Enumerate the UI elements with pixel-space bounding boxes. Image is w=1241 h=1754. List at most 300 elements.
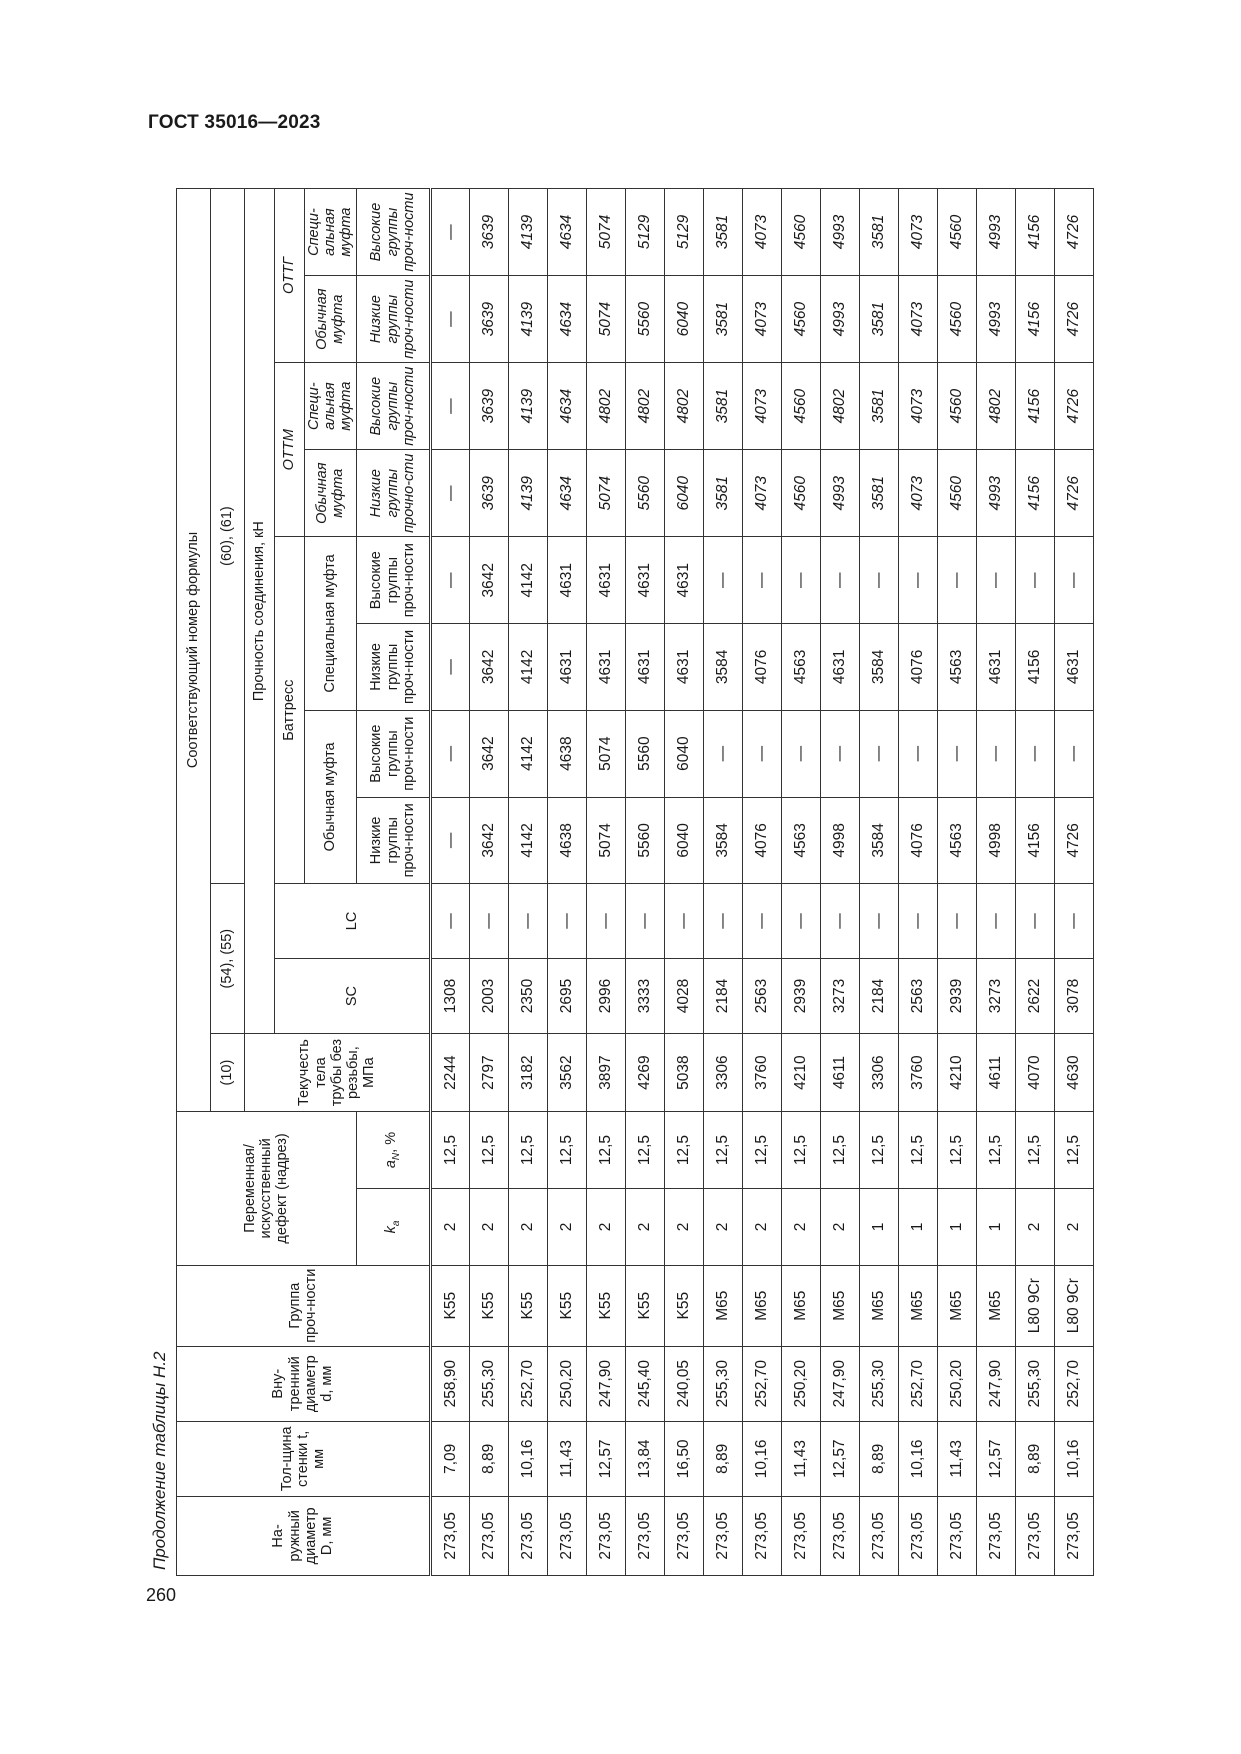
cell-ml: 5074 xyxy=(586,450,625,537)
cell-sc: 2695 xyxy=(547,958,586,1033)
cell-sc: 3273 xyxy=(976,958,1015,1033)
table-row xyxy=(703,189,742,1576)
cell-d: 255,30 xyxy=(1015,1346,1054,1421)
cell-bh: — xyxy=(859,710,898,797)
cell-bh: — xyxy=(820,710,859,797)
cell-D: 273,05 xyxy=(703,1496,742,1575)
table-row xyxy=(664,189,703,1576)
col-defect: Переменная/ искусственный дефект (надрез) xyxy=(177,1111,357,1265)
cell-an: 12,5 xyxy=(820,1111,859,1188)
cell-y: 3760 xyxy=(742,1034,781,1112)
cell-bl: 4638 xyxy=(547,797,586,884)
cell-lc: — xyxy=(469,884,508,959)
cell-y: 3306 xyxy=(703,1034,742,1112)
col-joint-strength: Прочность соединения, кН xyxy=(245,189,275,1034)
cell-gl: 4139 xyxy=(508,276,547,363)
cell-lc: — xyxy=(859,884,898,959)
cell-sl: 4076 xyxy=(898,624,937,711)
cell-y: 4070 xyxy=(1015,1034,1054,1112)
col-ottm-special: Специ-альная муфта xyxy=(305,363,357,450)
cell-ka: 2 xyxy=(781,1189,820,1266)
cell-ka: 2 xyxy=(1015,1189,1054,1266)
cell-sh: — xyxy=(859,537,898,624)
col-formula-54-55: (54), (55) xyxy=(211,884,245,1034)
cell-bl: — xyxy=(430,797,469,884)
col-ottm-high: Высокие группы проч-ности xyxy=(356,363,430,450)
cell-bl: 4076 xyxy=(742,797,781,884)
cell-lc: — xyxy=(703,884,742,959)
cell-lc: — xyxy=(976,884,1015,959)
cell-an: 12,5 xyxy=(1054,1111,1093,1188)
cell-an: 12,5 xyxy=(859,1111,898,1188)
cell-sh: 4142 xyxy=(508,537,547,624)
cell-sl: 4631 xyxy=(547,624,586,711)
cell-t: 11,43 xyxy=(937,1421,976,1496)
cell-bh: 5560 xyxy=(625,710,664,797)
table-row xyxy=(742,189,781,1576)
cell-t: 11,43 xyxy=(547,1421,586,1496)
cell-ka: 2 xyxy=(469,1189,508,1266)
cell-y: 5038 xyxy=(664,1034,703,1112)
cell-lc: — xyxy=(430,884,469,959)
document-header: ГОСТ 35016—2023 xyxy=(148,112,321,133)
cell-bl: 6040 xyxy=(664,797,703,884)
cell-gh: 4993 xyxy=(976,189,1015,276)
cell-gl: 4073 xyxy=(898,276,937,363)
table-row xyxy=(976,189,1015,1576)
col-buttress: Баттресс xyxy=(275,537,305,884)
cell-sc: 1308 xyxy=(430,958,469,1033)
cell-D: 273,05 xyxy=(1015,1496,1054,1575)
cell-sh: — xyxy=(781,537,820,624)
cell-grade: M65 xyxy=(976,1265,1015,1346)
cell-ka: 2 xyxy=(1054,1189,1093,1266)
cell-sc: 3273 xyxy=(820,958,859,1033)
cell-mh: 3581 xyxy=(859,363,898,450)
cell-ml: 4560 xyxy=(781,450,820,537)
cell-bl: 4563 xyxy=(937,797,976,884)
cell-D: 273,05 xyxy=(547,1496,586,1575)
col-formula-60-61: (60), (61) xyxy=(211,189,245,884)
cell-gl: 4726 xyxy=(1054,276,1093,363)
table-body xyxy=(430,189,1093,1576)
cell-gl: 4634 xyxy=(547,276,586,363)
cell-bh: — xyxy=(898,710,937,797)
cell-mh: 4726 xyxy=(1054,363,1093,450)
cell-bl: 5074 xyxy=(586,797,625,884)
cell-sh: — xyxy=(742,537,781,624)
cell-ka: 2 xyxy=(703,1189,742,1266)
cell-y: 3306 xyxy=(859,1034,898,1112)
cell-grade: L80 9Cr xyxy=(1054,1265,1093,1346)
col-regular-coupling: Обычная муфта xyxy=(305,710,357,883)
cell-y: 4611 xyxy=(976,1034,1015,1112)
cell-y: 4210 xyxy=(781,1034,820,1112)
cell-an: 12,5 xyxy=(1015,1111,1054,1188)
cell-gh: 4560 xyxy=(937,189,976,276)
cell-gl: 5074 xyxy=(586,276,625,363)
col-ottg: ОТТГ xyxy=(275,189,305,363)
cell-grade: K55 xyxy=(664,1265,703,1346)
cell-t: 8,89 xyxy=(703,1421,742,1496)
cell-sh: — xyxy=(820,537,859,624)
col-ottm-low: Низкие группы прочно-сти xyxy=(356,450,430,537)
cell-y: 3897 xyxy=(586,1034,625,1112)
col-buttress-special-high: Высокие группы проч-ности xyxy=(356,537,430,624)
cell-bl: 4998 xyxy=(976,797,1015,884)
cell-sc: 2939 xyxy=(781,958,820,1033)
cell-mh: 4073 xyxy=(898,363,937,450)
col-sc: SC xyxy=(275,958,431,1033)
cell-sl: 3642 xyxy=(469,624,508,711)
cell-t: 7,09 xyxy=(430,1421,469,1496)
cell-gl: 4560 xyxy=(781,276,820,363)
cell-bl: 4142 xyxy=(508,797,547,884)
cell-ml: 6040 xyxy=(664,450,703,537)
cell-an: 12,5 xyxy=(508,1111,547,1188)
cell-sh: 4631 xyxy=(586,537,625,624)
cell-ka: 1 xyxy=(859,1189,898,1266)
cell-bh: 3642 xyxy=(469,710,508,797)
cell-y: 4611 xyxy=(820,1034,859,1112)
cell-lc: — xyxy=(898,884,937,959)
cell-grade: K55 xyxy=(547,1265,586,1346)
cell-gl: 4993 xyxy=(820,276,859,363)
cell-D: 273,05 xyxy=(898,1496,937,1575)
cell-gl: 4560 xyxy=(937,276,976,363)
table-row xyxy=(859,189,898,1576)
cell-t: 10,16 xyxy=(742,1421,781,1496)
cell-d: 258,90 xyxy=(430,1346,469,1421)
cell-gl: 4073 xyxy=(742,276,781,363)
cell-sc: 2996 xyxy=(586,958,625,1033)
col-wall-thickness: Тол-щина стенки t, мм xyxy=(177,1421,431,1496)
cell-gh: 5129 xyxy=(664,189,703,276)
col-lc: LC xyxy=(275,884,431,959)
cell-bh: — xyxy=(781,710,820,797)
cell-ml: 5560 xyxy=(625,450,664,537)
cell-t: 16,50 xyxy=(664,1421,703,1496)
cell-bh: 6040 xyxy=(664,710,703,797)
cell-gl: 3581 xyxy=(859,276,898,363)
col-inner-diameter: Вну-тренний диаметр d, мм xyxy=(177,1346,431,1421)
cell-t: 8,89 xyxy=(859,1421,898,1496)
cell-ka: 2 xyxy=(547,1189,586,1266)
cell-bh: — xyxy=(937,710,976,797)
cell-ka: 1 xyxy=(937,1189,976,1266)
cell-grade: M65 xyxy=(781,1265,820,1346)
col-grade: Группа проч-ности xyxy=(177,1265,431,1346)
cell-y: 4269 xyxy=(625,1034,664,1112)
cell-sh: — xyxy=(898,537,937,624)
cell-ml: 3639 xyxy=(469,450,508,537)
col-buttress-special-low: Низкие группы проч-ности xyxy=(356,624,430,711)
cell-sl: 4631 xyxy=(1054,624,1093,711)
cell-ka: 2 xyxy=(508,1189,547,1266)
cell-y: 4630 xyxy=(1054,1034,1093,1112)
cell-gh: 5074 xyxy=(586,189,625,276)
cell-an: 12,5 xyxy=(781,1111,820,1188)
cell-D: 273,05 xyxy=(430,1496,469,1575)
cell-sl: 4142 xyxy=(508,624,547,711)
cell-ml: 4156 xyxy=(1015,450,1054,537)
cell-sl: 3584 xyxy=(703,624,742,711)
table-row xyxy=(781,189,820,1576)
cell-sh: — xyxy=(937,537,976,624)
table-row xyxy=(469,189,508,1576)
col-ottm: ОТТМ xyxy=(275,363,305,537)
cell-t: 8,89 xyxy=(469,1421,508,1496)
table-caption: Продолжение таблицы Н.2 xyxy=(150,1351,169,1570)
cell-sl: 4631 xyxy=(976,624,1015,711)
col-an: $a_N$, % xyxy=(356,1111,430,1188)
cell-bl: 4726 xyxy=(1054,797,1093,884)
cell-grade: K55 xyxy=(625,1265,664,1346)
cell-sh: 4631 xyxy=(664,537,703,624)
cell-an: 12,5 xyxy=(898,1111,937,1188)
cell-gh: — xyxy=(430,189,469,276)
cell-D: 273,05 xyxy=(664,1496,703,1575)
cell-y: 2244 xyxy=(430,1034,469,1112)
cell-an: 12,5 xyxy=(703,1111,742,1188)
cell-lc: — xyxy=(664,884,703,959)
cell-gl: 3581 xyxy=(703,276,742,363)
cell-t: 12,57 xyxy=(586,1421,625,1496)
page-number: 260 xyxy=(146,1585,177,1605)
cell-D: 273,05 xyxy=(1054,1496,1093,1575)
cell-an: 12,5 xyxy=(625,1111,664,1188)
cell-y: 4210 xyxy=(937,1034,976,1112)
cell-an: 12,5 xyxy=(937,1111,976,1188)
col-formula-10: (10) xyxy=(211,1034,245,1112)
cell-D: 273,05 xyxy=(781,1496,820,1575)
cell-mh: 4560 xyxy=(781,363,820,450)
cell-sc: 4028 xyxy=(664,958,703,1033)
cell-gh: 3639 xyxy=(469,189,508,276)
cell-sh: 4631 xyxy=(625,537,664,624)
cell-gh: 4139 xyxy=(508,189,547,276)
cell-d: 250,20 xyxy=(937,1346,976,1421)
strength-table xyxy=(176,188,1094,1576)
cell-gh: 3581 xyxy=(859,189,898,276)
col-ottm-regular: Обычная муфта xyxy=(305,450,357,537)
cell-ml: 4634 xyxy=(547,450,586,537)
cell-sh: — xyxy=(430,537,469,624)
cell-lc: — xyxy=(547,884,586,959)
cell-mh: — xyxy=(430,363,469,450)
cell-mh: 3581 xyxy=(703,363,742,450)
cell-D: 273,05 xyxy=(976,1496,1015,1575)
rotated-table-container xyxy=(150,188,1180,1580)
cell-D: 273,05 xyxy=(586,1496,625,1575)
cell-d: 255,30 xyxy=(469,1346,508,1421)
cell-sc: 2350 xyxy=(508,958,547,1033)
cell-gl: 6040 xyxy=(664,276,703,363)
cell-sl: 4631 xyxy=(586,624,625,711)
cell-gl: 4993 xyxy=(976,276,1015,363)
table-row xyxy=(820,189,859,1576)
cell-bh: 5074 xyxy=(586,710,625,797)
col-ka: $k_a$ xyxy=(356,1189,430,1266)
cell-ka: 2 xyxy=(820,1189,859,1266)
cell-mh: 4802 xyxy=(820,363,859,450)
cell-d: 252,70 xyxy=(508,1346,547,1421)
cell-grade: M65 xyxy=(820,1265,859,1346)
cell-an: 12,5 xyxy=(586,1111,625,1188)
cell-d: 255,30 xyxy=(859,1346,898,1421)
cell-bl: 3584 xyxy=(859,797,898,884)
cell-sc: 2563 xyxy=(898,958,937,1033)
cell-sl: — xyxy=(430,624,469,711)
cell-lc: — xyxy=(781,884,820,959)
cell-grade: M65 xyxy=(859,1265,898,1346)
cell-D: 273,05 xyxy=(625,1496,664,1575)
cell-bl: 5560 xyxy=(625,797,664,884)
cell-an: 12,5 xyxy=(664,1111,703,1188)
cell-sh: 4631 xyxy=(547,537,586,624)
cell-ka: 2 xyxy=(664,1189,703,1266)
cell-mh: 3639 xyxy=(469,363,508,450)
col-ottg-low: Низкие группы проч-ности xyxy=(356,276,430,363)
table-row xyxy=(1054,189,1093,1576)
cell-bl: 3642 xyxy=(469,797,508,884)
col-outer-diameter: На-ружный диаметр D, мм xyxy=(177,1496,431,1575)
cell-ml: 4560 xyxy=(937,450,976,537)
cell-bh: — xyxy=(976,710,1015,797)
cell-sc: 3078 xyxy=(1054,958,1093,1033)
cell-mh: 4802 xyxy=(976,363,1015,450)
cell-bl: 4156 xyxy=(1015,797,1054,884)
cell-D: 273,05 xyxy=(742,1496,781,1575)
cell-y: 3182 xyxy=(508,1034,547,1112)
cell-ka: 2 xyxy=(430,1189,469,1266)
col-buttress-regular-low: Низкие группы проч-ности xyxy=(356,797,430,884)
cell-d: 247,90 xyxy=(820,1346,859,1421)
cell-ka: 2 xyxy=(625,1189,664,1266)
cell-sc: 2939 xyxy=(937,958,976,1033)
cell-t: 13,84 xyxy=(625,1421,664,1496)
cell-sl: 4076 xyxy=(742,624,781,711)
cell-t: 10,16 xyxy=(898,1421,937,1496)
cell-lc: — xyxy=(820,884,859,959)
cell-an: 12,5 xyxy=(976,1111,1015,1188)
cell-sc: 2184 xyxy=(703,958,742,1033)
cell-grade: M65 xyxy=(937,1265,976,1346)
cell-bh: — xyxy=(742,710,781,797)
cell-grade: K55 xyxy=(430,1265,469,1346)
cell-lc: — xyxy=(586,884,625,959)
cell-d: 247,90 xyxy=(976,1346,1015,1421)
cell-sl: 4631 xyxy=(820,624,859,711)
cell-d: 252,70 xyxy=(898,1346,937,1421)
cell-ml: 4993 xyxy=(976,450,1015,537)
cell-bh: — xyxy=(703,710,742,797)
cell-sl: 4156 xyxy=(1015,624,1054,711)
cell-D: 273,05 xyxy=(937,1496,976,1575)
cell-sl: 4631 xyxy=(625,624,664,711)
cell-d: 245,40 xyxy=(625,1346,664,1421)
cell-sl: 4563 xyxy=(937,624,976,711)
cell-grade: K55 xyxy=(586,1265,625,1346)
cell-grade: M65 xyxy=(703,1265,742,1346)
cell-an: 12,5 xyxy=(469,1111,508,1188)
cell-bl: 4076 xyxy=(898,797,937,884)
cell-d: 252,70 xyxy=(742,1346,781,1421)
col-special-coupling: Специальная муфта xyxy=(305,537,357,710)
cell-lc: — xyxy=(1054,884,1093,959)
cell-ml: 3581 xyxy=(703,450,742,537)
cell-gh: 4993 xyxy=(820,189,859,276)
col-body-yield: Текучесть тела трубы без резьбы, МПа xyxy=(245,1034,431,1112)
cell-grade: K55 xyxy=(508,1265,547,1346)
cell-sh: — xyxy=(976,537,1015,624)
cell-gl: 4156 xyxy=(1015,276,1054,363)
cell-gl: 3639 xyxy=(469,276,508,363)
cell-ml: 4993 xyxy=(820,450,859,537)
cell-mh: 4073 xyxy=(742,363,781,450)
cell-d: 252,70 xyxy=(1054,1346,1093,1421)
cell-d: 240,05 xyxy=(664,1346,703,1421)
cell-gh: 4073 xyxy=(742,189,781,276)
cell-sl: 4631 xyxy=(664,624,703,711)
cell-grade: M65 xyxy=(742,1265,781,1346)
cell-ka: 1 xyxy=(976,1189,1015,1266)
cell-sc: 3333 xyxy=(625,958,664,1033)
table-row xyxy=(1015,189,1054,1576)
cell-ml: 3581 xyxy=(859,450,898,537)
cell-lc: — xyxy=(508,884,547,959)
cell-ml: — xyxy=(430,450,469,537)
table-row xyxy=(430,189,469,1576)
cell-D: 273,05 xyxy=(859,1496,898,1575)
cell-lc: — xyxy=(625,884,664,959)
cell-grade: M65 xyxy=(898,1265,937,1346)
col-formula-header: Соответствующий номер формулы xyxy=(177,189,211,1112)
cell-mh: 4802 xyxy=(625,363,664,450)
cell-an: 12,5 xyxy=(742,1111,781,1188)
cell-t: 10,16 xyxy=(508,1421,547,1496)
cell-mh: 4139 xyxy=(508,363,547,450)
cell-t: 8,89 xyxy=(1015,1421,1054,1496)
cell-d: 255,30 xyxy=(703,1346,742,1421)
cell-d: 250,20 xyxy=(547,1346,586,1421)
cell-gh: 4726 xyxy=(1054,189,1093,276)
cell-y: 3562 xyxy=(547,1034,586,1112)
cell-sh: 3642 xyxy=(469,537,508,624)
table-row xyxy=(586,189,625,1576)
cell-sh: — xyxy=(1015,537,1054,624)
cell-sc: 2563 xyxy=(742,958,781,1033)
cell-sl: 3584 xyxy=(859,624,898,711)
cell-grade: L80 9Cr xyxy=(1015,1265,1054,1346)
cell-bh: 4638 xyxy=(547,710,586,797)
cell-mh: 4156 xyxy=(1015,363,1054,450)
cell-gl: 5560 xyxy=(625,276,664,363)
cell-mh: 4802 xyxy=(664,363,703,450)
cell-d: 247,90 xyxy=(586,1346,625,1421)
cell-gh: 4073 xyxy=(898,189,937,276)
cell-sl: 4563 xyxy=(781,624,820,711)
col-ottg-high: Высокие группы проч-ности xyxy=(356,189,430,276)
cell-ml: 4073 xyxy=(742,450,781,537)
cell-y: 3760 xyxy=(898,1034,937,1112)
cell-gh: 3581 xyxy=(703,189,742,276)
cell-bl: 4998 xyxy=(820,797,859,884)
cell-t: 11,43 xyxy=(781,1421,820,1496)
cell-gh: 4560 xyxy=(781,189,820,276)
cell-bh: — xyxy=(430,710,469,797)
cell-lc: — xyxy=(937,884,976,959)
